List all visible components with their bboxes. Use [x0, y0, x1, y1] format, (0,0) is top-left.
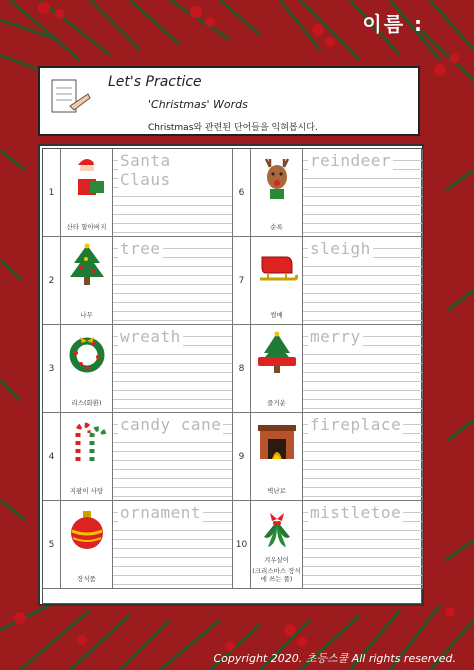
wreath-icon	[66, 331, 108, 377]
writing-lines[interactable]	[113, 413, 233, 501]
tracing-word: fireplace	[310, 415, 402, 434]
item-picture	[61, 501, 113, 589]
tracing-word: candy cane	[120, 415, 222, 434]
item-picture	[61, 325, 113, 413]
ornament-icon	[66, 507, 108, 553]
item-picture	[251, 325, 303, 413]
item-number: 3	[43, 325, 61, 413]
writing-lines[interactable]	[113, 325, 233, 413]
practice-grid	[42, 148, 422, 604]
item-picture	[251, 413, 303, 501]
page-instructions: Christmas와 관련된 단어들을 익혀봅시다.	[148, 123, 318, 133]
item-caption: 순록	[270, 223, 283, 232]
item-number: 7	[233, 237, 251, 325]
tracing-word: ornament	[120, 503, 202, 522]
item-caption: 썰매	[270, 311, 283, 320]
item-picture	[251, 501, 303, 589]
item-picture	[61, 149, 113, 237]
tracing-word: sleigh	[310, 239, 371, 258]
tracing-word: merry	[310, 327, 361, 346]
item-caption: 지팡이 사탕	[69, 487, 104, 496]
tracing-word: wreath	[120, 327, 181, 346]
practice-sheet	[38, 144, 424, 606]
reindeer-icon	[256, 155, 298, 201]
tracing-word: reindeer	[310, 151, 392, 170]
christmas-tree-icon	[66, 243, 108, 289]
santa-icon	[66, 155, 108, 201]
worksheet-header	[38, 66, 420, 136]
writing-lines[interactable]	[113, 501, 233, 589]
item-picture	[61, 237, 113, 325]
tracing-word: tree	[120, 239, 161, 258]
item-picture	[251, 149, 303, 237]
merry-christmas-tree-icon	[256, 331, 298, 377]
writing-hand-icon	[48, 76, 92, 120]
sleigh-icon	[256, 243, 298, 289]
page-subtitle: 'Christmas' Words	[148, 98, 248, 111]
page-title: Let's Practice	[108, 74, 202, 90]
item-picture	[251, 237, 303, 325]
item-number: 4	[43, 413, 61, 501]
item-number: 5	[43, 501, 61, 589]
item-caption: 벽난로	[267, 487, 286, 496]
item-caption: 즐거운	[267, 399, 286, 408]
item-caption: 나무	[80, 311, 93, 320]
tracing-word: mistletoe	[310, 503, 402, 522]
candy-cane-icon	[66, 419, 108, 465]
writing-lines[interactable]	[303, 413, 423, 501]
item-caption: 리스(화환)	[71, 399, 102, 408]
writing-lines[interactable]	[113, 237, 233, 325]
item-caption: 겨우살이	[263, 555, 290, 564]
item-number: 8	[233, 325, 251, 413]
copyright-text: Copyright 2020. 초등스쿨 All rights reserved.	[213, 652, 456, 665]
item-number: 6	[233, 149, 251, 237]
item-number: 1	[43, 149, 61, 237]
item-caption-note: (크리스마스 장식에 쓰는 풀)	[252, 567, 301, 584]
writing-lines[interactable]	[303, 149, 423, 237]
item-number: 9	[233, 413, 251, 501]
name-label: 이름 :	[362, 12, 424, 36]
fireplace-icon	[256, 419, 298, 465]
writing-lines[interactable]	[303, 501, 423, 589]
writing-lines[interactable]	[113, 149, 233, 237]
item-caption: 장식품	[77, 575, 96, 584]
tracing-word: Santa Claus	[118, 151, 232, 189]
writing-lines[interactable]	[303, 237, 423, 325]
item-number: 2	[43, 237, 61, 325]
item-number: 10	[233, 501, 251, 589]
mistletoe-icon	[256, 507, 298, 553]
writing-lines[interactable]	[303, 325, 423, 413]
item-picture	[61, 413, 113, 501]
item-caption: 산타 할아버지	[66, 223, 107, 232]
